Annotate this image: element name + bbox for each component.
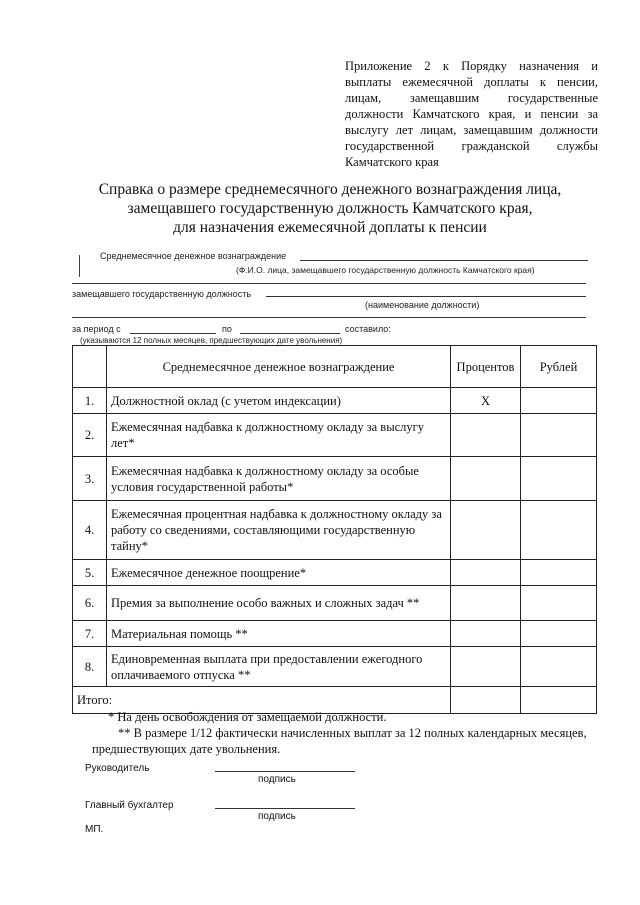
row-num: 6.	[73, 586, 107, 621]
period-total-label: составило:	[345, 324, 391, 334]
table-row	[73, 586, 597, 621]
period-from-field[interactable]	[130, 324, 216, 334]
title-line-3: для назначения ежемесячной доплаты к пенсии	[173, 219, 487, 236]
row-percent[interactable]	[451, 457, 521, 501]
row-num: 7.	[73, 621, 107, 647]
accountant-sign-hint: подпись	[258, 811, 296, 822]
reward-label: Среднемесячное денежное вознаграждение	[100, 251, 287, 261]
period-to-label: по	[222, 324, 232, 334]
header-name: Среднемесячное денежное вознаграждение	[107, 346, 451, 388]
row-num: 4.	[73, 501, 107, 560]
footnote-2: ** В размере 1/12 фактически начисленных выплат за 12 полных календарных месяцев, предшествующих дате увольнения.	[92, 726, 587, 756]
row-percent[interactable]	[451, 621, 521, 647]
row-name: Ежемесячная процентная надбавка к должностному окладу за работу со сведениями, составляющими государственную тайну*	[107, 501, 451, 560]
title-line-2: замещавшего государственную должность Камчатского края,	[127, 200, 533, 217]
margin-mark	[79, 255, 80, 277]
footnote-1: * На день освобождения от замещаемой должности.	[108, 710, 387, 724]
header-rub: Рублей	[521, 346, 597, 388]
row-percent: Х	[451, 388, 521, 414]
row-name: Единовременная выплата при предоставлении ежегодного оплачиваемого отпуска **	[107, 647, 451, 687]
stamp-label: МП.	[85, 824, 104, 835]
reward-table	[72, 345, 597, 714]
reward-fill-line[interactable]	[300, 252, 588, 261]
row-rub[interactable]	[521, 501, 597, 560]
table-row	[73, 414, 597, 457]
fio-hint: (Ф.И.О. лица, замещавшего государственную должность Камчатского края)	[236, 265, 535, 275]
appendix-note: Приложение 2 к Порядку назначения и выплаты ежемесячной доплаты к пенсии, лицам, замещавшим государственные должности Камчатского края, и пенсии за выслугу лет лицам, замещавшим должности государственной гражданской службы Камчатского края	[345, 59, 598, 169]
row-rub[interactable]	[521, 560, 597, 586]
row-rub[interactable]	[521, 586, 597, 621]
table-row	[73, 560, 597, 586]
row-num: 2.	[73, 414, 107, 457]
title-line-1: Справка о размере среднемесячного денежного вознаграждения лица,	[98, 181, 562, 198]
total-percent[interactable]	[451, 687, 521, 714]
period-from-label: за период с	[72, 324, 121, 334]
row-name: Должностной оклад (с учетом индексации)	[107, 388, 451, 414]
document-title	[60, 180, 600, 237]
row-num: 1.	[73, 388, 107, 414]
row-rub[interactable]	[521, 647, 597, 687]
row-num: 8.	[73, 647, 107, 687]
table-row	[73, 647, 597, 687]
row-rub[interactable]	[521, 388, 597, 414]
head-sign-hint: подпись	[258, 774, 296, 785]
table-header-row	[73, 346, 597, 388]
row-percent[interactable]	[451, 501, 521, 560]
header-num	[73, 346, 107, 388]
total-rub[interactable]	[521, 687, 597, 714]
table-row	[73, 388, 597, 414]
row-percent[interactable]	[451, 560, 521, 586]
row-percent[interactable]	[451, 414, 521, 457]
position-fill-line[interactable]	[266, 287, 586, 297]
table-row	[73, 457, 597, 501]
head-label: Руководитель	[85, 763, 150, 774]
row-percent[interactable]	[451, 586, 521, 621]
header-percent: Процентов	[451, 346, 521, 388]
row-rub[interactable]	[521, 414, 597, 457]
table-row	[73, 621, 597, 647]
position-hint: (наименование должности)	[365, 300, 480, 310]
row-num: 3.	[73, 457, 107, 501]
accountant-label: Главный бухгалтер	[85, 800, 174, 811]
period-hint: (указываются 12 полных месяцев, предшествующих дате увольнения)	[80, 336, 343, 345]
row-percent[interactable]	[451, 647, 521, 687]
accountant-signature-line[interactable]	[215, 800, 355, 809]
head-signature-line[interactable]	[215, 763, 355, 772]
row-name: Премия за выполнение особо важных и сложных задач **	[107, 586, 451, 621]
row-name: Материальная помощь **	[107, 621, 451, 647]
total-label: Итого:	[73, 687, 451, 714]
table-row	[73, 501, 597, 560]
period-to-field[interactable]	[240, 324, 340, 334]
row-rub[interactable]	[521, 621, 597, 647]
row-name: Ежемесячное денежное поощрение*	[107, 560, 451, 586]
position-fill-line-2[interactable]	[72, 313, 586, 318]
position-label: замещавшего государственную должность	[72, 289, 252, 299]
row-rub[interactable]	[521, 457, 597, 501]
row-num: 5.	[73, 560, 107, 586]
row-name: Ежемесячная надбавка к должностному окладу за выслугу лет*	[107, 414, 451, 457]
fio-fill-line[interactable]	[72, 275, 586, 284]
row-name: Ежемесячная надбавка к должностному окладу за особые условия государственной работы*	[107, 457, 451, 501]
